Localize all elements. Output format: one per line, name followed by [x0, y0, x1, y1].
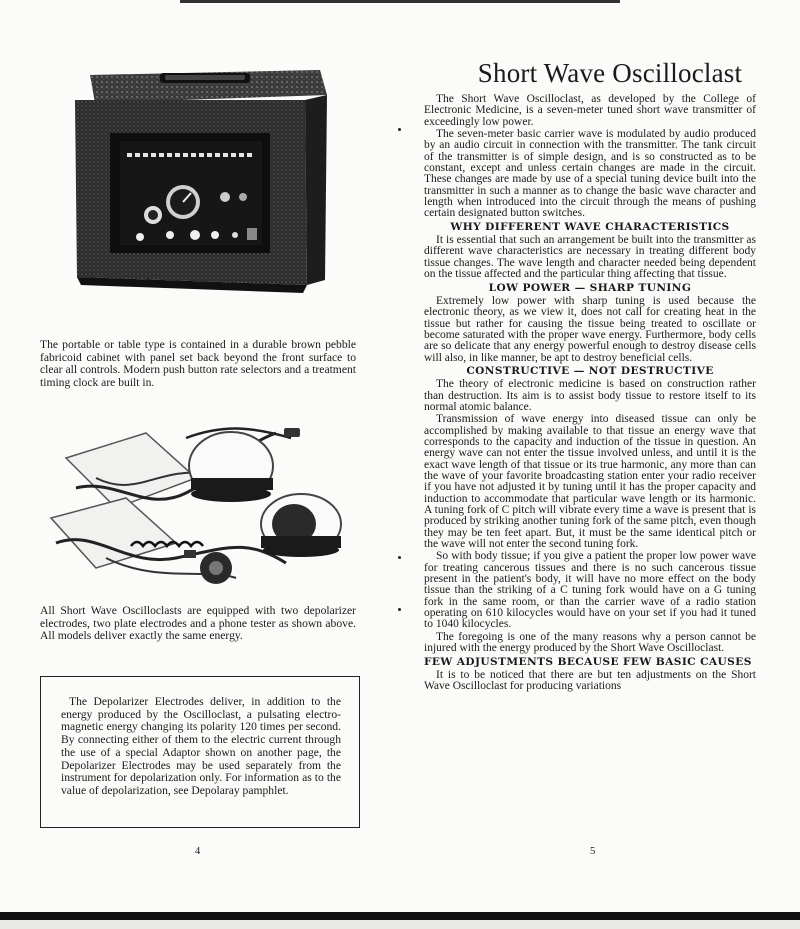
section-3-paragraph-1: The theory of electronic medicine is based on construction rather than destruction. Its aim is to assist body tissue to restore itself to its normal atomic balance.: [424, 378, 756, 413]
depolarizer-note-box: [40, 676, 360, 828]
bottom-edge-bar: [0, 912, 800, 920]
section-2-paragraph: Extremely low power with sharp tuning is used because the electronic theory, as we view it, does not call for creating heat in the tissue but rather for causing the tissue being treated to oscillate or become saturated with the proper wave energy. Furthermore, body cells are so delicate that any energy powerful enough to destroy disease cells will also, in like manner, be apt to destroy beneficial cells.: [424, 294, 756, 364]
gutter-mark: [398, 128, 401, 131]
intro-paragraph-2: The seven-meter basic carrier wave is modulated by audio produced by an audio circuit in connection with the transmitter. The tank circuit of the transmitter is of simple design, and is so constructed as to be constant, except and unless certain changes are made in the circuit. These changes are made by use of a special tuning device built into the transmitter in such a manner as to change the basic wave character and length when introduced into the circuit through the means of pushing certain designated button switches.: [424, 128, 756, 220]
bottom-edge-margin: [0, 920, 800, 929]
top-edge-bar: [180, 0, 620, 3]
section-3-paragraph-3: So with body tissue; if you give a patient the proper low power wave for treating cancerous tissues and there is no such cancerous tissue present in the patient's body, it will have no more effect on the body tissue than the striking of a C tuning fork would have on a G tuning fork in the same room, or than the carrier wave of a radio station operating on 610 kilocycles would have on your set if you had it tuned to 1040 kilocycles.: [424, 550, 756, 631]
gutter-mark: [398, 608, 401, 611]
page-title: Short Wave Oscilloclast: [477, 58, 743, 88]
section-heading-few-adjustments: FEW ADJUSTMENTS BECAUSE FEW BASIC CAUSES: [424, 655, 752, 668]
electrodes-photo-caption: All Short Wave Oscilloclasts are equipped with two depolarizer electrodes, two plate electrodes and a phone tester as shown above. All models deliver exactly the same energy.: [40, 604, 356, 643]
cabinet-photo-caption: The portable or table type is contained in a durable brown pebble fabricoid cabinet with panel set back beyond the front surface to clear all controls. Modern push button rate selectors and a treatment timing clock are built in.: [40, 338, 356, 389]
section-3-paragraph-2: Transmission of wave energy into diseased tissue can only be accomplished by making available to that tissue an energy wave that corresponds to the capacity and induction of the tissue in question. An energy wave can not enter the tissue involved unless, and until it is the exact wave length of that tissue or its true harmonic, any more than can the wave of your favorite broadcasting station enter your radio receiver if you have not adjusted it by tuning until it has the proper capacity and induction to accommodate that particular wave length or its harmonic. A tuning fork of C pitch will vibrate every time a wave is present that is produced by striking another tuning fork of the same pitch, even though they may be ten feet apart. But, it must be the same identical pitch or the wave will not enter the second tuning fork.: [424, 413, 756, 551]
page-number-right: 5: [590, 846, 596, 857]
section-1-paragraph: It is essential that such an arrangement be built into the transmitter as different wave characteristics are necessary in treating different body tissue changes. The wave length and character needed being dependent on the tissue affected and the particular thing affecting that tissue.: [424, 234, 756, 281]
article-body: [424, 94, 756, 694]
section-heading-low-power: LOW POWER — SHARP TUNING: [488, 281, 692, 294]
intro-paragraph-1: The Short Wave Oscilloclast, as developed by the College of Electronic Medicine, is a seven-meter tuned short wave transmitter of exceedingly low power.: [424, 93, 756, 128]
section-4-paragraph: It is to be noticed that there are but ten adjustments on the Short Wave Oscilloclast for producing variations: [424, 668, 756, 693]
oscilloclast-cabinet-photo: [65, 65, 330, 297]
depolarizer-note-text: The Depolarizer Electrodes deliver, in addition to the energy produced by the Oscilloclast, a pulsating electro-magnetic energy changing its polarity 120 times per second. By connecting either of them to the electric current through the use of a special Adaptor shown on another page, the Depolarizer Electrodes may be used separately from the instrument for depolarization only. For information as to the value of depolarization, see Depolaray pamphlet.: [61, 695, 341, 797]
electrodes-photo: [36, 418, 366, 596]
section-heading-constructive: CONSTRUCTIVE — NOT DESTRUCTIVE: [466, 364, 714, 377]
section-heading-why-different: WHY DIFFERENT WAVE CHARACTERISTICS: [450, 220, 730, 233]
gutter-mark: [398, 556, 401, 559]
section-3-paragraph-4: The foregoing is one of the many reasons why a person cannot be injured with the energy produced by the Short Wave Oscilloclast.: [424, 630, 756, 655]
page-number-left: 4: [195, 846, 201, 857]
